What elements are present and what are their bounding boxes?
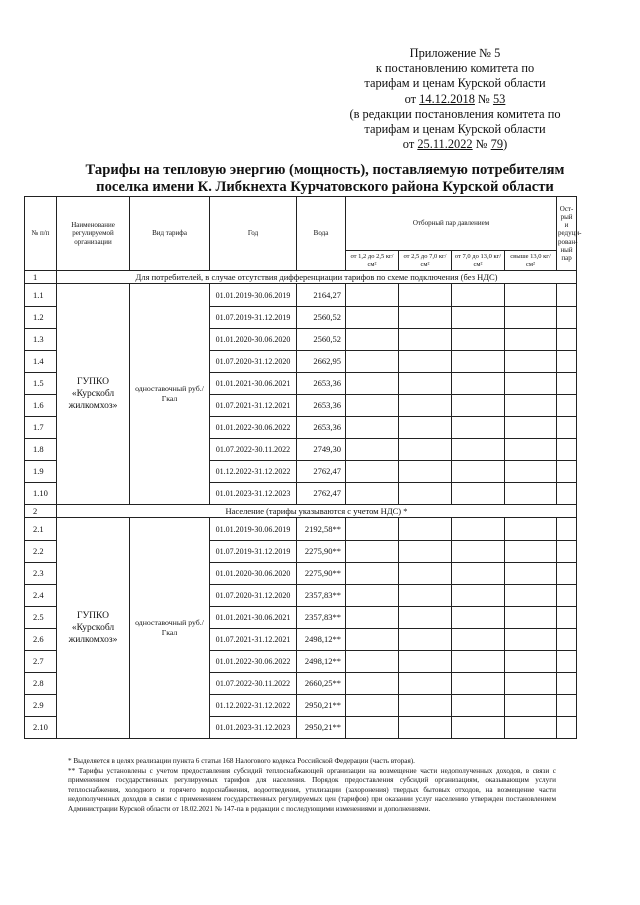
- appendix-number: Приложение № 5: [409, 46, 501, 60]
- empty-cell: [346, 541, 399, 563]
- empty-cell: [452, 518, 505, 541]
- row-number: 1.8: [25, 439, 57, 461]
- water-tariff-value: 2653,36: [297, 373, 346, 395]
- row-number: 2.7: [25, 651, 57, 673]
- water-tariff-value: 2192,58**: [297, 518, 346, 541]
- water-tariff-value: 2275,90**: [297, 563, 346, 585]
- empty-cell: [452, 629, 505, 651]
- tariff-period: 01.07.2019-31.12.2019: [210, 307, 297, 329]
- row-number: 2.6: [25, 629, 57, 651]
- footnote-2: ** Тарифы установлены с учетом предоставления субсидий теплоснабжающей организации на возмещение части недополученных доходов, в связи с применением государственных регулируемых тарифов для населения. Порядок предоставления субсидий организациям, оказывающим услуги теплоснабжения, холодного и горячего водоснабжения, водоотведения, утилизации (захоронения) твердых бытовых отходов, на возмещение части недополученных доходов в связи с применением государственных регулируемых цен (тарифов) при оказании услуг населению утвержден постановлением Администрации Курской области от 18.02.2021 № 147-па в редакции с последующими изменениями и дополнениями.: [68, 766, 556, 813]
- empty-cell: [505, 585, 557, 607]
- water-tariff-value: 2762,47: [297, 461, 346, 483]
- empty-cell: [557, 607, 577, 629]
- tariff-type: одноставочный руб./Гкал: [130, 284, 210, 505]
- empty-cell: [505, 651, 557, 673]
- empty-cell: [452, 695, 505, 717]
- appendix-date-line: от 14.12.2018 № 53: [404, 91, 506, 106]
- empty-cell: [505, 695, 557, 717]
- tariff-period: 01.07.2021-31.12.2021: [210, 629, 297, 651]
- appendix-ref-line: тарифам и ценам Курской области: [364, 76, 546, 91]
- tariff-period: 01.07.2019-31.12.2019: [210, 541, 297, 563]
- col-header-steam-3: от 7,0 до 13,0 кг/см²: [452, 251, 505, 271]
- empty-cell: [399, 395, 452, 417]
- table-row: [25, 518, 577, 541]
- empty-cell: [557, 673, 577, 695]
- water-tariff-value: 2749,30: [297, 439, 346, 461]
- empty-cell: [346, 518, 399, 541]
- tariff-period: 01.01.2020-30.06.2020: [210, 563, 297, 585]
- empty-cell: [399, 483, 452, 505]
- organization-name: ГУПКО «Курскобл жилкомхоз»: [57, 284, 130, 505]
- tariff-period: 01.01.2023-31.12.2023: [210, 483, 297, 505]
- revision-date: 25.11.2022: [417, 137, 473, 152]
- empty-cell: [346, 439, 399, 461]
- tariff-period: 01.07.2020-31.12.2020: [210, 585, 297, 607]
- empty-cell: [346, 607, 399, 629]
- empty-cell: [452, 541, 505, 563]
- empty-cell: [557, 373, 577, 395]
- col-header-steam: Отборный пар давлением: [346, 197, 557, 251]
- row-number: 2.5: [25, 607, 57, 629]
- water-tariff-value: 2357,83**: [297, 585, 346, 607]
- table-row: [25, 284, 577, 307]
- revision-number: 79: [490, 137, 504, 152]
- tariff-period: 01.01.2022-30.06.2022: [210, 651, 297, 673]
- empty-cell: [346, 417, 399, 439]
- empty-cell: [505, 461, 557, 483]
- col-header-steam-4: свыше 13,0 кг/см²: [505, 251, 557, 271]
- tariff-period: 01.01.2022-30.06.2022: [210, 417, 297, 439]
- header-row: [25, 197, 577, 251]
- empty-cell: [346, 284, 399, 307]
- water-tariff-value: 2653,36: [297, 395, 346, 417]
- row-number: 2.8: [25, 673, 57, 695]
- empty-cell: [505, 607, 557, 629]
- section-label: Для потребителей, в случае отсутствия дифференциации тарифов по схеме подключения (без НДС): [57, 271, 577, 284]
- empty-cell: [346, 629, 399, 651]
- empty-cell: [399, 518, 452, 541]
- empty-cell: [452, 329, 505, 351]
- revision-line: тарифам и ценам Курской области: [364, 122, 546, 137]
- empty-cell: [557, 518, 577, 541]
- organization-name: ГУПКО «Курскобл жилкомхоз»: [57, 518, 130, 739]
- empty-cell: [557, 329, 577, 351]
- empty-cell: [557, 585, 577, 607]
- footnote-1: * Выделяется в целях реализации пункта 6 статьи 168 Налогового кодекса Российской Федерации (часть вторая).: [68, 757, 415, 765]
- empty-cell: [557, 351, 577, 373]
- empty-cell: [399, 417, 452, 439]
- empty-cell: [346, 329, 399, 351]
- empty-cell: [399, 563, 452, 585]
- water-tariff-value: 2660,25**: [297, 673, 346, 695]
- row-number: 2.10: [25, 717, 57, 739]
- col-header-steam-1: от 1,2 до 2,5 кг/см²: [346, 251, 399, 271]
- water-tariff-value: 2498,12**: [297, 629, 346, 651]
- empty-cell: [399, 585, 452, 607]
- empty-cell: [557, 563, 577, 585]
- empty-cell: [399, 651, 452, 673]
- revision-date-line: от 25.11.2022 № 79): [402, 137, 508, 152]
- empty-cell: [452, 373, 505, 395]
- empty-cell: [452, 417, 505, 439]
- empty-cell: [557, 651, 577, 673]
- tariff-table: [24, 196, 582, 739]
- empty-cell: [452, 585, 505, 607]
- row-number: 1.4: [25, 351, 57, 373]
- empty-cell: [452, 717, 505, 739]
- revision-line: (в редакции постановления комитета по: [349, 106, 561, 121]
- row-number: 1.7: [25, 417, 57, 439]
- empty-cell: [399, 717, 452, 739]
- row-number: 1.9: [25, 461, 57, 483]
- col-header-sharp-steam: Ост-рый и редуци-рован-ный пар: [557, 197, 577, 271]
- empty-cell: [346, 395, 399, 417]
- empty-cell: [399, 373, 452, 395]
- empty-cell: [346, 585, 399, 607]
- tariff-period: 01.12.2022-31.12.2022: [210, 461, 297, 483]
- empty-cell: [505, 417, 557, 439]
- empty-cell: [557, 717, 577, 739]
- row-number: 1.6: [25, 395, 57, 417]
- empty-cell: [557, 629, 577, 651]
- empty-cell: [505, 395, 557, 417]
- empty-cell: [505, 284, 557, 307]
- empty-cell: [399, 629, 452, 651]
- empty-cell: [557, 307, 577, 329]
- empty-cell: [452, 284, 505, 307]
- empty-cell: [452, 673, 505, 695]
- tariff-period: 01.07.2022-30.11.2022: [210, 673, 297, 695]
- tariff-period: 01.07.2022-30.11.2022: [210, 439, 297, 461]
- section-row: [25, 505, 577, 518]
- empty-cell: [399, 307, 452, 329]
- water-tariff-value: 2498,12**: [297, 651, 346, 673]
- row-number: 1.1: [25, 284, 57, 307]
- row-number: 2.9: [25, 695, 57, 717]
- empty-cell: [452, 563, 505, 585]
- col-header-org: Наименование регулируемой организации: [57, 197, 130, 271]
- empty-cell: [505, 351, 557, 373]
- empty-cell: [557, 395, 577, 417]
- empty-cell: [557, 417, 577, 439]
- row-number: 2.3: [25, 563, 57, 585]
- section-row: [25, 271, 577, 284]
- empty-cell: [346, 483, 399, 505]
- col-header-tariff-type: Вид тарифа: [130, 197, 210, 271]
- water-tariff-value: 2164,27: [297, 284, 346, 307]
- row-number: 2.2: [25, 541, 57, 563]
- empty-cell: [346, 695, 399, 717]
- col-header-steam-2: от 2,5 до 7,0 кг/см²: [399, 251, 452, 271]
- footnotes: [68, 757, 556, 814]
- empty-cell: [399, 351, 452, 373]
- empty-cell: [346, 673, 399, 695]
- water-tariff-value: 2662,95: [297, 351, 346, 373]
- section-label: Население (тарифы указываются с учетом НДС) *: [57, 505, 577, 518]
- tariff-period: 01.01.2021-30.06.2021: [210, 373, 297, 395]
- empty-cell: [505, 563, 557, 585]
- empty-cell: [346, 307, 399, 329]
- row-number: 1.5: [25, 373, 57, 395]
- document-header: [330, 46, 580, 152]
- water-tariff-value: 2950,21**: [297, 695, 346, 717]
- empty-cell: [399, 439, 452, 461]
- section-number: 1: [25, 271, 57, 284]
- tariff-type: одноставочный руб./Гкал: [130, 518, 210, 739]
- empty-cell: [399, 607, 452, 629]
- empty-cell: [346, 717, 399, 739]
- empty-cell: [557, 439, 577, 461]
- water-tariff-value: 2653,36: [297, 417, 346, 439]
- appendix-ref-line: к постановлению комитета по: [375, 61, 535, 76]
- empty-cell: [399, 673, 452, 695]
- water-tariff-value: 2762,47: [297, 483, 346, 505]
- tariff-period: 01.01.2021-30.06.2021: [210, 607, 297, 629]
- empty-cell: [452, 651, 505, 673]
- empty-cell: [452, 395, 505, 417]
- empty-cell: [452, 483, 505, 505]
- empty-cell: [505, 717, 557, 739]
- empty-cell: [399, 284, 452, 307]
- empty-cell: [557, 541, 577, 563]
- tariff-period: 01.12.2022-31.12.2022: [210, 695, 297, 717]
- empty-cell: [557, 284, 577, 307]
- empty-cell: [452, 439, 505, 461]
- water-tariff-value: 2950,21**: [297, 717, 346, 739]
- empty-cell: [399, 461, 452, 483]
- section-number: 2: [25, 505, 57, 518]
- empty-cell: [399, 541, 452, 563]
- col-header-year: Год: [210, 197, 297, 271]
- row-number: 2.4: [25, 585, 57, 607]
- tariff-period: 01.07.2020-31.12.2020: [210, 351, 297, 373]
- row-number: 1.2: [25, 307, 57, 329]
- tariff-period: 01.01.2020-30.06.2020: [210, 329, 297, 351]
- water-tariff-value: 2560,52: [297, 329, 346, 351]
- document-title: Тарифы на тепловую энергию (мощность), поставляемую потребителям поселка имени К. Либкнехта Курчатовского района Курской области: [85, 162, 565, 195]
- water-tariff-value: 2275,90**: [297, 541, 346, 563]
- empty-cell: [505, 329, 557, 351]
- empty-cell: [557, 483, 577, 505]
- empty-cell: [452, 607, 505, 629]
- empty-cell: [505, 673, 557, 695]
- empty-cell: [346, 651, 399, 673]
- row-number: 1.3: [25, 329, 57, 351]
- tariff-period: 01.01.2019-30.06.2019: [210, 518, 297, 541]
- row-number: 2.1: [25, 518, 57, 541]
- empty-cell: [452, 351, 505, 373]
- empty-cell: [557, 695, 577, 717]
- empty-cell: [505, 541, 557, 563]
- empty-cell: [346, 461, 399, 483]
- tariff-period: 01.01.2023-31.12.2023: [210, 717, 297, 739]
- empty-cell: [452, 307, 505, 329]
- empty-cell: [505, 307, 557, 329]
- water-tariff-value: 2560,52: [297, 307, 346, 329]
- empty-cell: [346, 351, 399, 373]
- col-header-num: № п/п: [25, 197, 57, 271]
- empty-cell: [346, 373, 399, 395]
- col-header-water: Вода: [297, 197, 346, 271]
- empty-cell: [346, 563, 399, 585]
- empty-cell: [505, 439, 557, 461]
- empty-cell: [505, 518, 557, 541]
- empty-cell: [452, 461, 505, 483]
- empty-cell: [399, 329, 452, 351]
- row-number: 1.10: [25, 483, 57, 505]
- tariff-period: 01.07.2021-31.12.2021: [210, 395, 297, 417]
- decree-date: 14.12.2018: [419, 91, 475, 106]
- tariff-period: 01.01.2019-30.06.2019: [210, 284, 297, 307]
- empty-cell: [557, 461, 577, 483]
- empty-cell: [505, 373, 557, 395]
- empty-cell: [399, 695, 452, 717]
- empty-cell: [505, 629, 557, 651]
- water-tariff-value: 2357,83**: [297, 607, 346, 629]
- empty-cell: [505, 483, 557, 505]
- decree-number: 53: [492, 91, 506, 106]
